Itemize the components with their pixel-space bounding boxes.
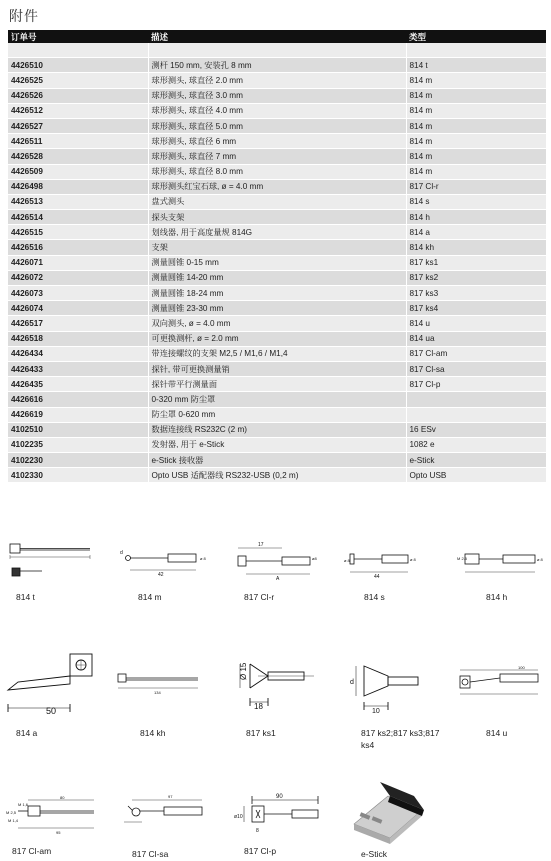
- column-header-order-no: 订单号: [8, 30, 148, 43]
- order-number-cell: 4426525: [8, 73, 148, 88]
- description-cell: 发射器, 用于 e-Stick: [148, 437, 406, 452]
- table-row: [8, 58, 546, 73]
- order-number-cell: 4426072: [8, 270, 148, 285]
- order-number-cell: 4426514: [8, 210, 148, 225]
- type-cell: 814 t: [406, 58, 546, 73]
- order-number-cell: 4426515: [8, 225, 148, 240]
- dim-label: d: [350, 679, 354, 686]
- dim-label: ø10: [234, 814, 243, 820]
- table-row: [8, 255, 546, 270]
- order-number-cell: 4426435: [8, 377, 148, 392]
- order-number-cell: 4426509: [8, 164, 148, 179]
- description-cell: 探针, 带可更换测量销: [148, 361, 406, 376]
- table-row: [8, 392, 546, 407]
- type-cell: 814 ua: [406, 331, 546, 346]
- drawing-814-h: [455, 540, 547, 584]
- order-number-cell: [8, 43, 148, 58]
- dim-label: ø8: [312, 556, 317, 561]
- type-cell: [406, 392, 546, 407]
- dim-label: ø 8: [344, 558, 350, 563]
- order-number-cell: 4426434: [8, 346, 148, 361]
- figure-caption: 814 h: [486, 592, 508, 602]
- figure-caption: e-Stick: [361, 849, 387, 859]
- drawing-817-cl-am: [4, 792, 98, 836]
- description-cell: 数据连接线 RS232C (2 m): [148, 422, 406, 437]
- type-cell: 16 ESv: [406, 422, 546, 437]
- dim-label: ø 8: [410, 557, 416, 562]
- type-cell: 817 ks4: [406, 301, 546, 316]
- description-cell: 球形测头, 球直径 6 mm: [148, 134, 406, 149]
- dim-label: 50: [46, 706, 57, 716]
- type-cell: 814 h: [406, 210, 546, 225]
- table-row: [8, 270, 546, 285]
- dim-label: 80: [60, 795, 65, 800]
- drawing-814-m: [116, 540, 208, 584]
- drawing-814-s: [342, 540, 420, 584]
- table-row: [8, 377, 546, 392]
- table-row: [8, 134, 546, 149]
- order-number-cell: 4102330: [8, 468, 148, 483]
- description-cell: 0-320 mm 防尘罩: [148, 392, 406, 407]
- table-row: [8, 301, 546, 316]
- figure-caption: 814 m: [138, 592, 162, 602]
- description-cell: 测量圆锥 14-20 mm: [148, 270, 406, 285]
- column-header-description: 描述: [148, 30, 406, 43]
- description-cell: 测量圆锥 23-30 mm: [148, 301, 406, 316]
- drawing-814-u: [454, 664, 546, 704]
- description-cell: 球形测头, 球直径 2.0 mm: [148, 73, 406, 88]
- order-number-cell: 4102235: [8, 437, 148, 452]
- type-cell: 1082 e: [406, 437, 546, 452]
- e-stick-image: [350, 780, 426, 846]
- description-cell: 可更换测杆, ø = 2.0 mm: [148, 331, 406, 346]
- order-number-cell: 4426528: [8, 149, 148, 164]
- description-cell: 双向测头, ø = 4.0 mm: [148, 316, 406, 331]
- figure-caption: 814 a: [16, 728, 38, 738]
- order-number-cell: 4426518: [8, 331, 148, 346]
- drawing-817-cl-sa: [118, 792, 214, 836]
- dim-label: 8: [256, 828, 259, 834]
- type-cell: 817 Cl-p: [406, 377, 546, 392]
- type-cell: 814 m: [406, 149, 546, 164]
- dim-label: 90: [276, 794, 283, 800]
- type-cell: 817 ks1: [406, 255, 546, 270]
- description-cell: 球形测头, 球直径 5.0 mm: [148, 118, 406, 133]
- figure-caption: 817 ks2;817 ks3;817 ks4: [361, 728, 440, 750]
- dim-label: 18: [254, 702, 263, 711]
- order-number-cell: 4426516: [8, 240, 148, 255]
- type-cell: [406, 43, 546, 58]
- table-row: [8, 88, 546, 103]
- table-row: [8, 210, 546, 225]
- dim-label: A: [276, 576, 280, 582]
- type-cell: 814 u: [406, 316, 546, 331]
- type-cell: 814 m: [406, 164, 546, 179]
- dim-label: M 2.5: [457, 556, 468, 561]
- table-row: [8, 149, 546, 164]
- type-cell: 814 a: [406, 225, 546, 240]
- description-cell: 测杆 150 mm, 安装孔 8 mm: [148, 58, 406, 73]
- column-header-type: 类型: [406, 30, 546, 43]
- order-number-cell: 4426527: [8, 118, 148, 133]
- order-number-cell: 4426619: [8, 407, 148, 422]
- table-row: [8, 240, 546, 255]
- dim-label: 97: [168, 794, 173, 799]
- description-cell: 球形测头, 球直径 3.0 mm: [148, 88, 406, 103]
- type-cell: e-Stick: [406, 453, 546, 468]
- order-number-cell: 4426071: [8, 255, 148, 270]
- order-number-cell: 4426526: [8, 88, 148, 103]
- dim-label: 10: [372, 708, 380, 714]
- drawing-817-ks1: [228, 654, 320, 712]
- description-cell: Opto USB 适配器线 RS232-USB (0,2 m): [148, 468, 406, 483]
- table-row: [8, 316, 546, 331]
- drawing-814-t: [6, 538, 96, 584]
- order-number-cell: 4426517: [8, 316, 148, 331]
- description-cell: 探针带平行测量面: [148, 377, 406, 392]
- dim-label: d: [120, 550, 123, 556]
- table-row: [8, 286, 546, 301]
- figure-caption: 814 kh: [140, 728, 166, 738]
- description-cell: 球形测头, 球直径 8.0 mm: [148, 164, 406, 179]
- type-cell: 814 m: [406, 88, 546, 103]
- table-row: [8, 225, 546, 240]
- drawing-814-a: [4, 650, 96, 718]
- figure-caption: 814 s: [364, 592, 385, 602]
- dim-label: 95: [56, 830, 61, 835]
- order-number-cell: 4426073: [8, 286, 148, 301]
- table-row: [8, 346, 546, 361]
- type-cell: 814 s: [406, 194, 546, 209]
- type-cell: [406, 407, 546, 422]
- drawing-814-kh: [114, 664, 204, 704]
- type-cell: Opto USB: [406, 468, 546, 483]
- table-row: [8, 422, 546, 437]
- dim-label: 134: [154, 690, 161, 695]
- dim-label: M 1,4: [8, 818, 19, 823]
- description-cell: 测量圆锥 18-24 mm: [148, 286, 406, 301]
- dim-label: 17: [258, 542, 264, 548]
- table-row: [8, 361, 546, 376]
- description-cell: 探头支架: [148, 210, 406, 225]
- type-cell: 814 m: [406, 118, 546, 133]
- order-number-cell: 4426498: [8, 179, 148, 194]
- order-number-cell: 4102510: [8, 422, 148, 437]
- accessories-table: [8, 30, 546, 483]
- type-cell: 814 m: [406, 73, 546, 88]
- table-row: [8, 194, 546, 209]
- order-number-cell: 4426512: [8, 103, 148, 118]
- order-number-cell: 4426513: [8, 194, 148, 209]
- order-number-cell: 4426616: [8, 392, 148, 407]
- drawing-817-ks2-ks4: [346, 660, 426, 714]
- figure-caption: 817 Cl-am: [12, 846, 52, 856]
- dim-label: ø 8: [537, 557, 543, 562]
- description-cell: 球形测头, 球直径 4.0 mm: [148, 103, 406, 118]
- dim-label: Ø 15: [239, 662, 248, 680]
- figure-caption: 817 ks1: [246, 728, 276, 738]
- figure-caption: 814 u: [486, 728, 508, 738]
- table-row: [8, 468, 546, 483]
- dim-label: M 1,6: [18, 802, 29, 807]
- description-cell: 带连接螺纹的支架 M2,5 / M1,6 / M1,4: [148, 346, 406, 361]
- type-cell: 817 ks3: [406, 286, 546, 301]
- figure-caption: 817 Cl-r: [244, 592, 275, 602]
- description-cell: 测量圆锥 0-15 mm: [148, 255, 406, 270]
- type-cell: 814 m: [406, 134, 546, 149]
- type-cell: 817 Cl-sa: [406, 361, 546, 376]
- table-row: [8, 118, 546, 133]
- order-number-cell: 4102230: [8, 453, 148, 468]
- dim-label: 100: [518, 665, 525, 670]
- table-row: [8, 407, 546, 422]
- order-number-cell: 4426074: [8, 301, 148, 316]
- table-row: [8, 103, 546, 118]
- description-cell: 球形测头红宝石球, ø = 4.0 mm: [148, 179, 406, 194]
- dim-label: 42: [158, 572, 164, 578]
- order-number-cell: 4426510: [8, 58, 148, 73]
- type-cell: 814 kh: [406, 240, 546, 255]
- description-cell: 盘式测头: [148, 194, 406, 209]
- dim-label: 44: [374, 574, 380, 580]
- dim-label: M 2,5: [6, 810, 17, 815]
- drawing-817-cl-p: [232, 792, 328, 838]
- description-cell: [148, 43, 406, 58]
- type-cell: 817 Cl-am: [406, 346, 546, 361]
- table-row: [8, 437, 546, 452]
- page-title: 附件: [9, 8, 39, 24]
- dim-label: ø 8: [200, 556, 206, 561]
- table-row: [8, 164, 546, 179]
- description-cell: 球形测头, 球直径 7 mm: [148, 149, 406, 164]
- table-row: [8, 43, 546, 58]
- figure-caption: 817 Cl-p: [244, 846, 277, 856]
- table-row: [8, 331, 546, 346]
- description-cell: e-Stick 接收器: [148, 453, 406, 468]
- figure-caption: 814 t: [16, 592, 35, 602]
- table-row: [8, 179, 546, 194]
- type-cell: 817 ks2: [406, 270, 546, 285]
- table-header-row: [8, 30, 546, 43]
- type-cell: 817 Cl-r: [406, 179, 546, 194]
- description-cell: 支架: [148, 240, 406, 255]
- table-row: [8, 73, 546, 88]
- description-cell: 划线器, 用于高度量规 814G: [148, 225, 406, 240]
- description-cell: 防尘罩 0-620 mm: [148, 407, 406, 422]
- order-number-cell: 4426511: [8, 134, 148, 149]
- type-cell: 814 m: [406, 103, 546, 118]
- drawing-817-cl-r: [232, 538, 324, 584]
- table-row: [8, 453, 546, 468]
- order-number-cell: 4426433: [8, 361, 148, 376]
- figure-caption: 817 Cl-sa: [132, 849, 169, 859]
